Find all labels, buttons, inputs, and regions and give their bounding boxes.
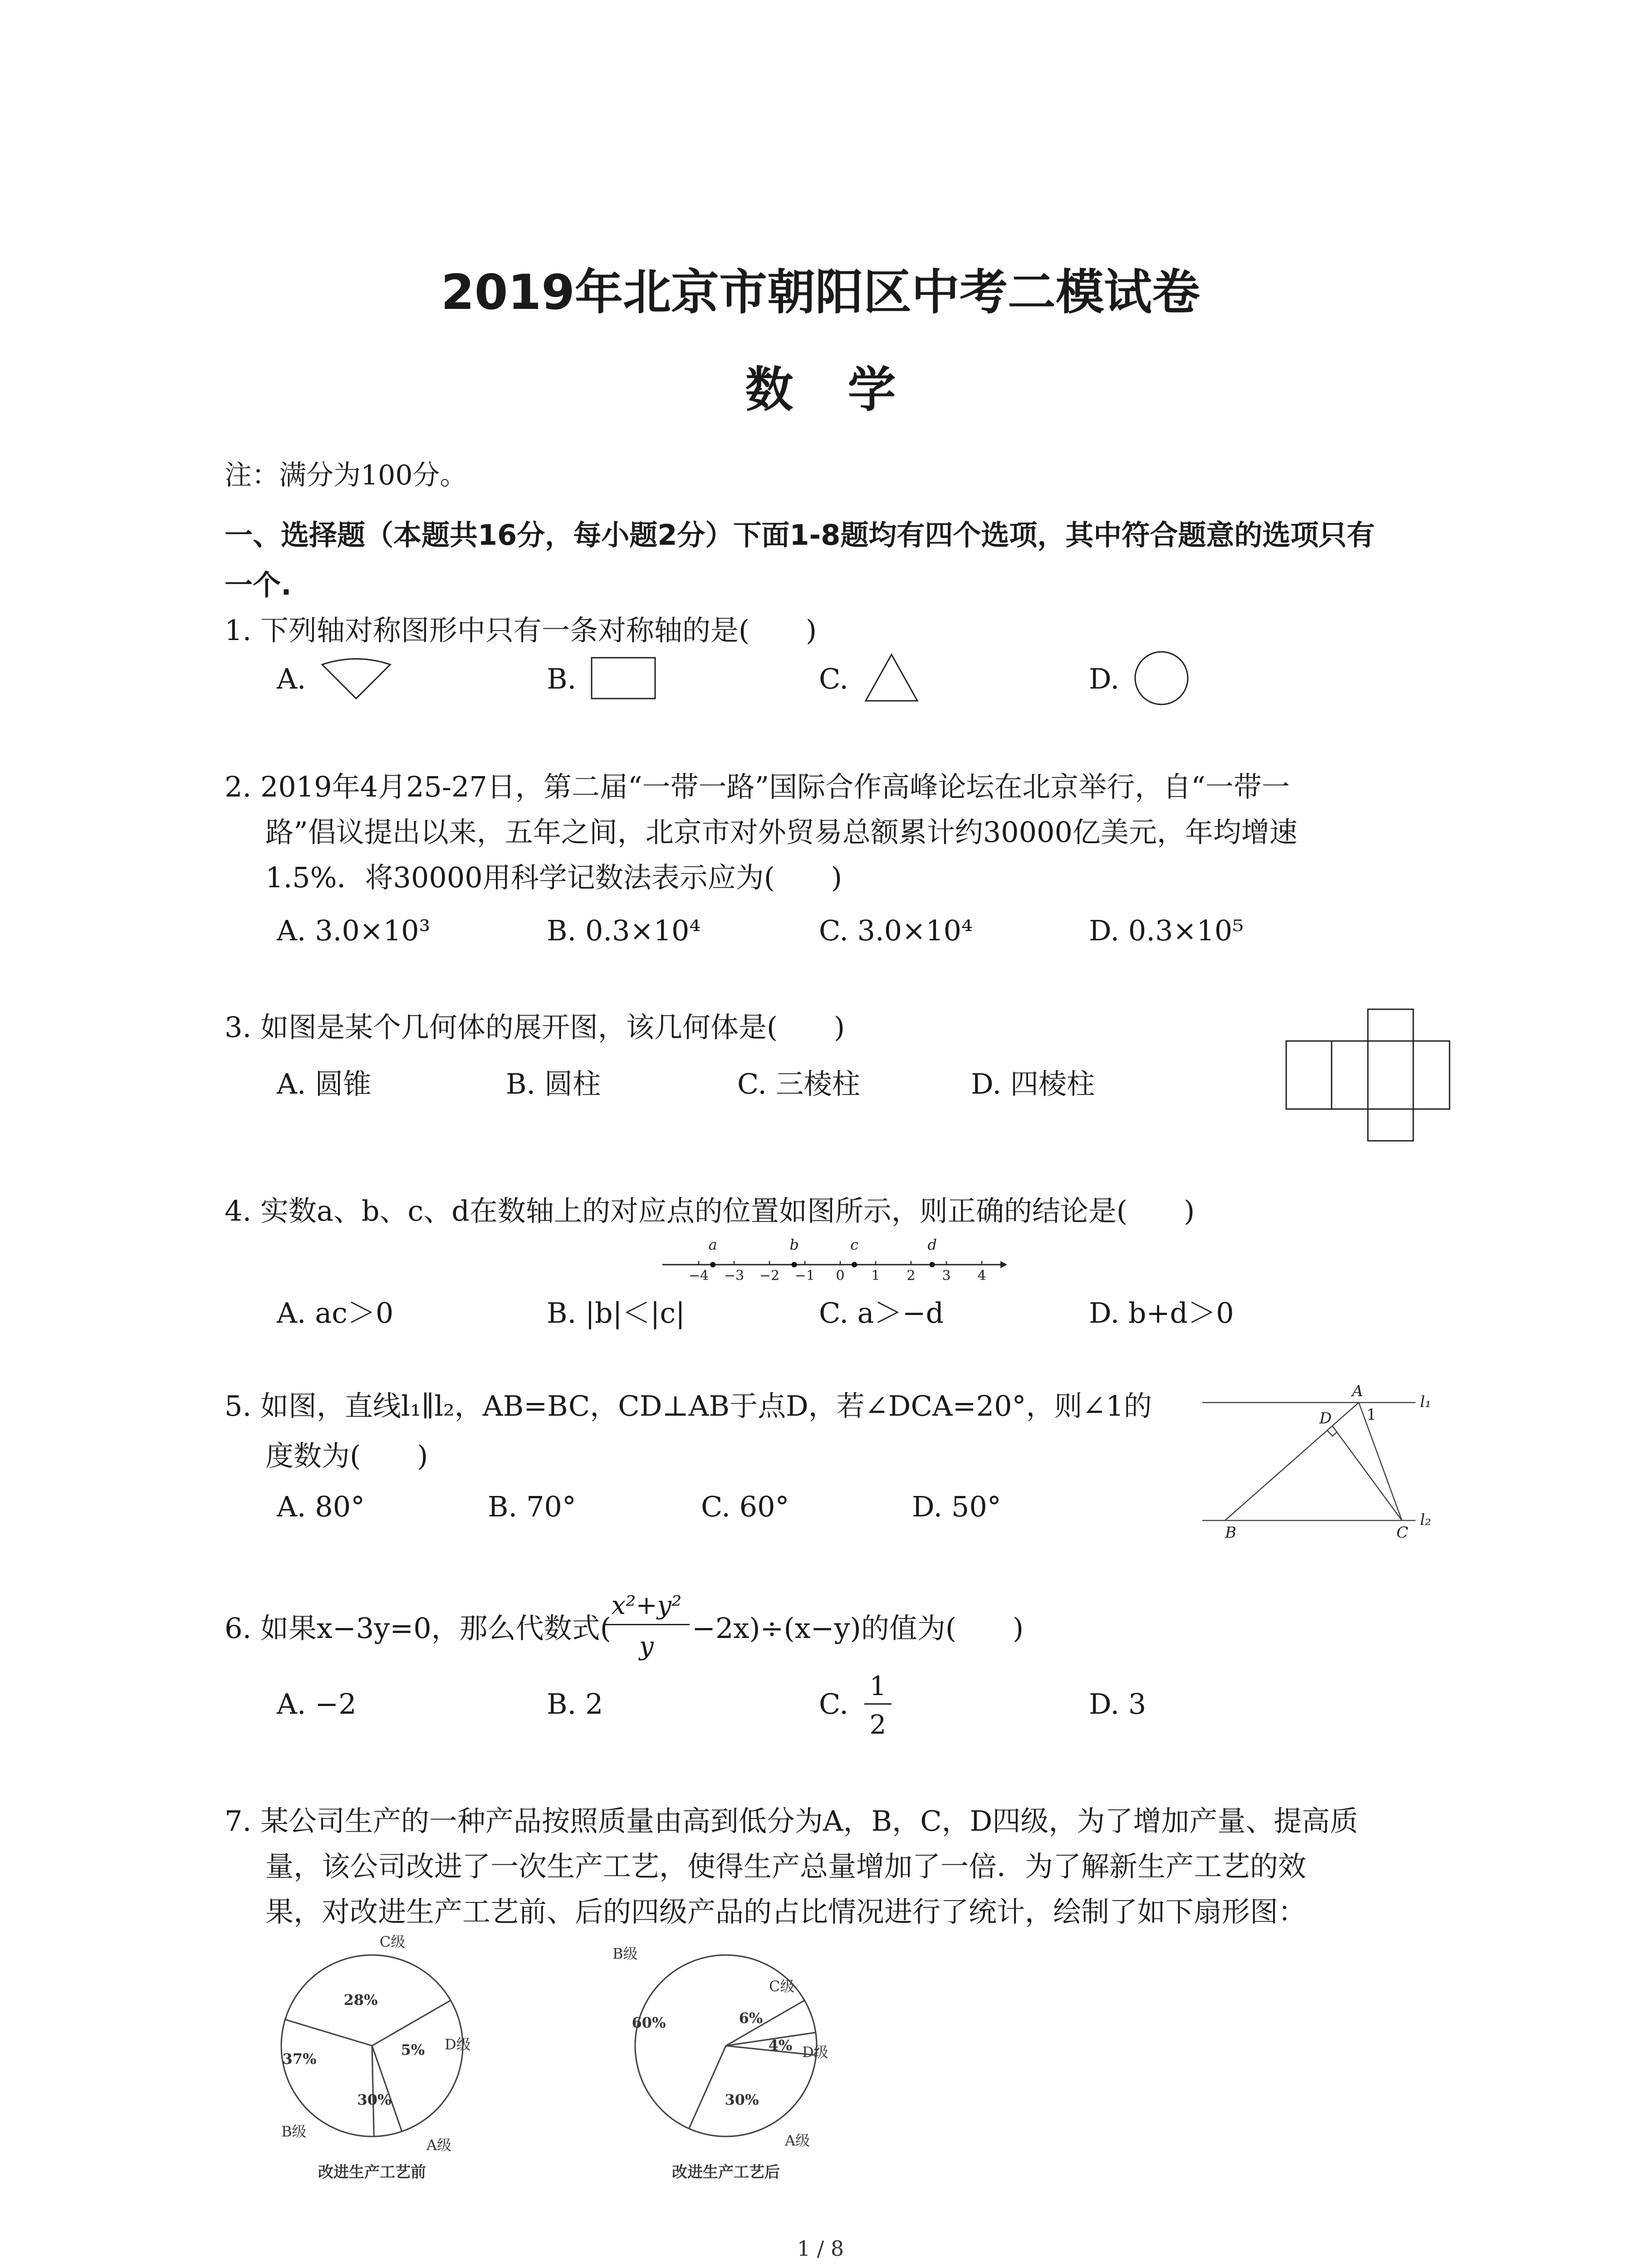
page-subject: 数学 xyxy=(745,362,950,418)
number-line-tick-label: −2 xyxy=(759,1268,780,1284)
pie-value-label: 37% xyxy=(282,2050,317,2068)
question-5-line2: 度数为( ) xyxy=(265,1439,428,1472)
label-point-b: B xyxy=(1225,1524,1236,1538)
q1-triangle-shape xyxy=(862,651,921,705)
number-line-point-label: b xyxy=(789,1236,799,1253)
question-1-text: 1. 下列轴对称图形中只有一条对称轴的是( ) xyxy=(225,614,817,647)
pie-value-label: 4% xyxy=(768,2037,793,2054)
q2-option-b: B. 0.3×10⁴ xyxy=(547,914,701,947)
label-angle-1: 1 xyxy=(1367,1406,1376,1424)
number-line-point-c xyxy=(852,1262,857,1267)
number-line-tick-label: −4 xyxy=(688,1268,709,1284)
q6-option-c-numerator: 1 xyxy=(864,1669,892,1705)
label-line-l2: l₂ xyxy=(1420,1511,1431,1529)
section-heading-line1: 一、选择题（本题共16分，每小题2分）下面1-8题均有四个选项，其中符合题意的选项只有 xyxy=(225,518,1375,552)
label-line-l1: l₁ xyxy=(1420,1393,1431,1411)
pie-value-label: 60% xyxy=(632,2014,666,2031)
pie-value-label: 28% xyxy=(343,1991,378,2009)
q1-option-c-label: C. xyxy=(819,662,848,695)
number-line-tick-label: −1 xyxy=(794,1268,815,1284)
q6-fraction-denominator: y xyxy=(639,1632,654,1661)
number-line-point-label: d xyxy=(927,1236,937,1253)
q5-option-d: D. 50° xyxy=(912,1490,1001,1523)
q1-option-b-label: B. xyxy=(547,662,577,695)
pie-chart-before xyxy=(254,1932,535,2186)
q6-option-b: B. 2 xyxy=(547,1687,603,1721)
pie-chart-after xyxy=(590,1932,880,2186)
pie-chart-title: 改进生产工艺前 xyxy=(318,2163,426,2181)
pie-category-label: C级 xyxy=(769,1978,795,1995)
q3-prism-net-figure xyxy=(1284,1007,1452,1143)
pie-value-label: 30% xyxy=(725,2091,759,2108)
q4-option-d: D. b+d＞0 xyxy=(1089,1296,1234,1330)
page-number: 1 / 8 xyxy=(797,2236,844,2261)
question-6-text-start: 6. 如果x−3y=0，那么代数式( xyxy=(225,1612,611,1645)
pie-value-label: 6% xyxy=(739,2009,763,2027)
q6-option-d: D. 3 xyxy=(1089,1687,1146,1721)
label-point-a: A xyxy=(1352,1382,1363,1400)
pie-category-label: B级 xyxy=(281,2123,307,2140)
question-3-text: 3. 如图是某个几何体的展开图，该几何体是( ) xyxy=(225,1011,845,1044)
q3-option-b: B. 圆柱 xyxy=(506,1067,601,1100)
number-line-point-label: a xyxy=(708,1236,717,1253)
number-line-point-a xyxy=(710,1262,715,1267)
q4-option-c: C. a＞−d xyxy=(819,1296,944,1330)
q6-option-c: C. xyxy=(819,1687,848,1721)
q4-option-a: A. ac＞0 xyxy=(277,1296,394,1330)
q1-option-d-label: D. xyxy=(1089,662,1120,695)
pie-value-label: 5% xyxy=(401,2041,425,2058)
question-7-line3: 果，对改进生产工艺前、后的四级产品的占比情况进行了统计，绘制了如下扇形图： xyxy=(265,1895,1307,1928)
q1-circle-shape xyxy=(1132,649,1191,708)
pie-category-label: C级 xyxy=(379,1933,406,1950)
pie-category-label: A级 xyxy=(426,2136,452,2154)
question-7-line2: 量，该公司改进了一次生产工艺，使得生产总量增加了一倍．为了解新生产工艺的效 xyxy=(265,1850,1307,1883)
number-line-tick-label: −3 xyxy=(724,1268,745,1284)
number-line-point-label: c xyxy=(850,1236,859,1253)
question-2-line2: 路”倡议提出以来，五年之间，北京市对外贸易总额累计约30000亿美元，年均增速 xyxy=(265,816,1298,849)
pie-value-label: 30% xyxy=(357,2091,392,2108)
number-line-tick-label: 2 xyxy=(906,1268,916,1284)
number-line-point-b xyxy=(792,1262,797,1267)
q3-option-d: D. 四棱柱 xyxy=(971,1067,1095,1100)
number-line-tick-label: 3 xyxy=(942,1268,951,1284)
pie-category-label: D级 xyxy=(802,2043,828,2061)
q5-option-a: A. 80° xyxy=(277,1490,365,1523)
q6-fraction-numerator: x²+y² xyxy=(603,1588,690,1625)
pie-category-label: A级 xyxy=(785,2132,810,2149)
q3-option-a: A. 圆锥 xyxy=(277,1067,372,1100)
pie-chart-title: 改进生产工艺后 xyxy=(672,2163,780,2181)
q2-option-c: C. 3.0×10⁴ xyxy=(819,914,973,947)
q2-option-d: D. 0.3×10⁵ xyxy=(1089,914,1244,947)
q1-sector-shape xyxy=(318,653,395,703)
pie-category-label: D级 xyxy=(445,2036,471,2053)
label-point-c: C xyxy=(1396,1524,1409,1538)
question-5-line1: 5. 如图，直线l₁∥l₂，AB=BC，CD⊥AB于点D，若∠DCA=20°，则∠1的 xyxy=(225,1389,1152,1422)
q5-option-b: B. 70° xyxy=(488,1490,576,1523)
q6-option-a: A. −2 xyxy=(277,1687,357,1721)
question-7-line1: 7. 某公司生产的一种产品按照质量由高到低分为A，B，C，D四级，为了增加产量、提高质 xyxy=(225,1804,1358,1838)
q3-option-c: C. 三棱柱 xyxy=(737,1067,860,1100)
q1-option-a-label: A. xyxy=(277,662,306,695)
number-line-tick-label: 4 xyxy=(977,1268,986,1284)
number-line-tick-label: 0 xyxy=(836,1268,845,1284)
number-line-point-d xyxy=(930,1262,935,1267)
score-note: 注：满分为100分。 xyxy=(225,459,467,491)
q1-rectangle-shape xyxy=(590,653,658,703)
q5-geometry-figure xyxy=(1198,1379,1452,1538)
number-line-tick-label: 1 xyxy=(871,1268,880,1284)
label-point-d: D xyxy=(1319,1409,1332,1427)
q5-option-c: C. 60° xyxy=(701,1490,789,1523)
q2-option-a: A. 3.0×10³ xyxy=(277,914,431,947)
question-2-line3: 1.5%．将30000用科学记数法表示应为( ) xyxy=(265,861,843,894)
question-6-text-end: −2x)÷(x−y)的值为( ) xyxy=(692,1612,1024,1645)
section-heading-line2: 一个. xyxy=(225,568,292,601)
page-title: 2019年北京市朝阳区中考二模试卷 xyxy=(441,264,1200,320)
q6-option-c-denominator: 2 xyxy=(869,1709,887,1740)
question-4-text: 4. 实数a、b、c、d在数轴上的对应点的位置如图所示，则正确的结论是( ) xyxy=(225,1194,1195,1227)
pie-category-label: B级 xyxy=(612,1945,638,1962)
question-2-line1: 2. 2019年4月25-27日，第二届“一带一路”国际合作高峰论坛在北京举行，自“一带一 xyxy=(225,770,1290,803)
q4-number-line xyxy=(658,1229,1012,1288)
q4-option-b: B. |b|＜|c| xyxy=(547,1296,685,1330)
